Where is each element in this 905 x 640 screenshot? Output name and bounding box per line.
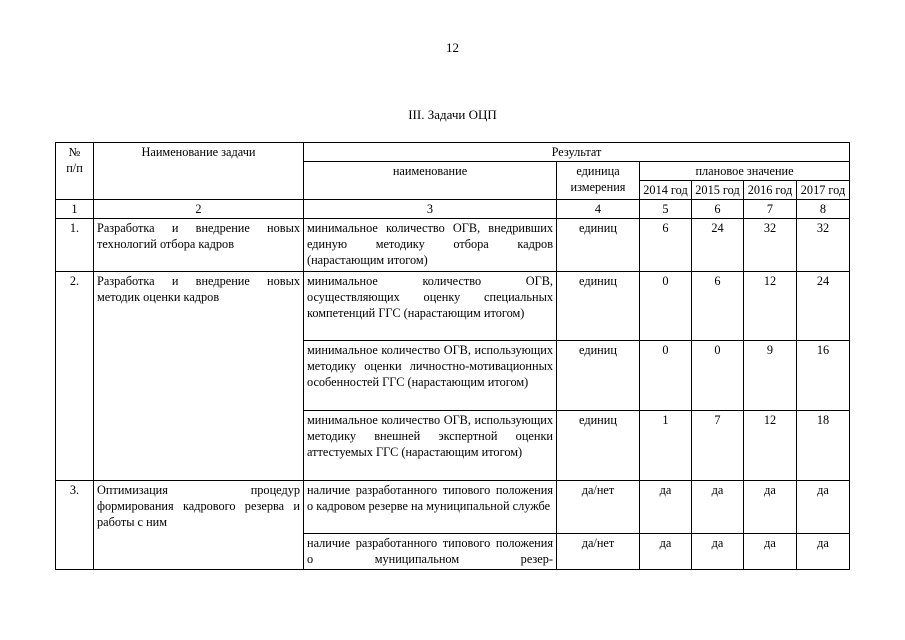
page-number: 12 [446,40,459,55]
task-name: Разработка и внедрение новых технологий отбора кадров [94,219,304,272]
value-2015: 24 [692,219,744,272]
result-unit: единиц [557,341,640,411]
result-name: наличие разработанного типового положения о муниципальном резер- [304,534,557,570]
value-2017: 18 [797,411,850,481]
column-number: 6 [692,200,744,219]
result-unit: да/нет [557,534,640,570]
column-number: 1 [56,200,94,219]
value-2015: да [692,481,744,534]
header-task-name: Наименование задачи [94,143,304,200]
table-row [56,272,850,341]
value-2014: 0 [640,272,692,341]
value-2017: да [797,534,850,570]
column-number-row [56,200,850,219]
value-2016: 9 [744,341,797,411]
result-unit: да/нет [557,481,640,534]
header-year: 2014 год [640,181,692,200]
task-number: 2. [56,272,94,481]
header-year: 2017 год [797,181,850,200]
value-2014: 1 [640,411,692,481]
value-2015: 6 [692,272,744,341]
header-year: 2015 год [692,181,744,200]
task-number: 1. [56,219,94,272]
column-number: 7 [744,200,797,219]
value-2017: 16 [797,341,850,411]
value-2016: 12 [744,272,797,341]
value-2014: 0 [640,341,692,411]
task-number: 3. [56,481,94,570]
value-2014: 6 [640,219,692,272]
result-name: минимальное количество ОГВ, внедривших единую методику отбора кадров (нарастающим итогом) [304,219,557,272]
section-title: III. Задачи ОЦП [408,107,497,122]
value-2017: 32 [797,219,850,272]
column-number: 8 [797,200,850,219]
column-number: 2 [94,200,304,219]
header-result: Результат [304,143,850,162]
value-2016: да [744,534,797,570]
header-row-1 [56,143,850,162]
value-2017: да [797,481,850,534]
column-number: 3 [304,200,557,219]
result-name: наличие разработанного типового положения о кадровом резерве на муниципальной службе [304,481,557,534]
result-unit: единиц [557,411,640,481]
header-name: наименование [304,162,557,200]
result-name: минимальное количество ОГВ, использующих методику оценки личностно-мотивационных особенностей ГГС (нарастающим итогом) [304,341,557,411]
header-year: 2016 год [744,181,797,200]
table-row [56,219,850,272]
result-unit: единиц [557,219,640,272]
header-unit: единица измерения [557,162,640,200]
result-name: минимальное количество ОГВ, использующих методику внешней экспертной оценки аттестуемых ГГС (нарастающим итогом) [304,411,557,481]
header-num: № п/п [56,143,94,200]
value-2015: да [692,534,744,570]
value-2016: да [744,481,797,534]
value-2016: 12 [744,411,797,481]
column-number: 5 [640,200,692,219]
column-number: 4 [557,200,640,219]
result-unit: единиц [557,272,640,341]
value-2014: да [640,534,692,570]
value-2015: 0 [692,341,744,411]
header-planned: плановое значение [640,162,850,181]
value-2014: да [640,481,692,534]
task-name: Оптимизация процедур формирования кадрового резерва и работы с ним [94,481,304,570]
tasks-table [55,142,850,570]
table-row [56,481,850,534]
result-name: минимальное количество ОГВ, осуществляющих оценку специальных компетенций ГГС (нарастающим итогом) [304,272,557,341]
value-2017: 24 [797,272,850,341]
task-name: Разработка и внедрение новых методик оценки кадров [94,272,304,481]
value-2016: 32 [744,219,797,272]
value-2015: 7 [692,411,744,481]
